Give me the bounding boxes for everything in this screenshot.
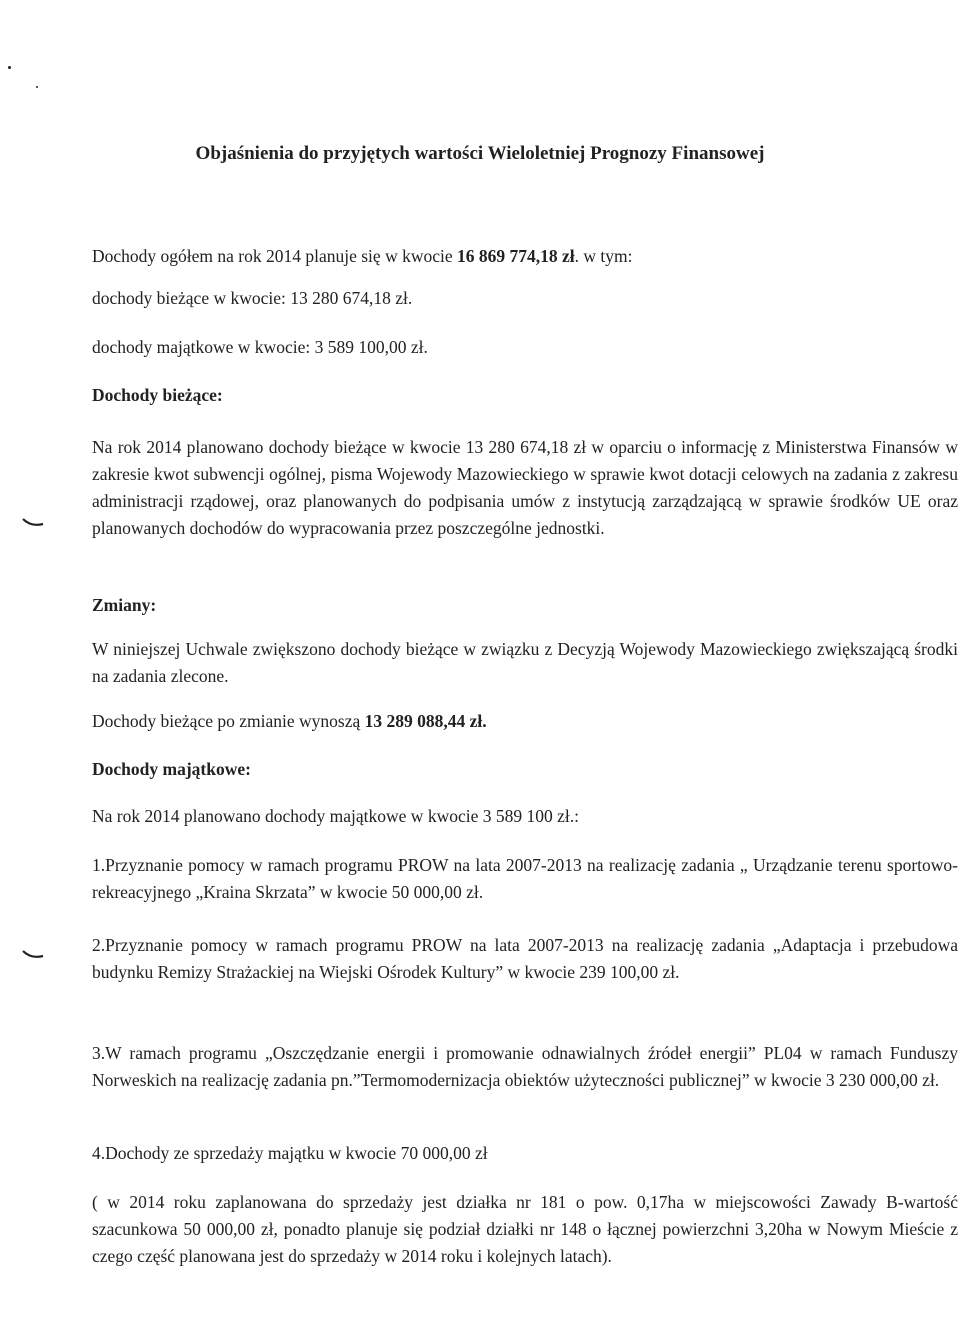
- property-income-intro: Na rok 2014 planowano dochody majątkowe w kwocie 3 589 100 zł.:: [92, 806, 579, 826]
- property-item-2: 2.Przyznanie pomocy w ramach programu PROW na lata 2007-2013 na realizację zadania „Adaptacja i przebudowa budynku Remizy Strażackiej na Wiejski Ośrodek Kultury” w kwocie 239 100,00 zł.: [92, 935, 958, 982]
- document-title: Objaśnienia do przyjętych wartości Wieloletniej Prognozy Finansowej: [195, 143, 765, 164]
- total-income-prefix: Dochody ogółem na rok 2014 planuje się w kwocie: [92, 246, 457, 266]
- total-income-line: [92, 243, 958, 270]
- binder-mark-icon: [22, 950, 44, 960]
- current-income-line: dochody bieżące w kwocie: 13 280 674,18 zł.: [92, 288, 413, 308]
- current-income-paragraph: Na rok 2014 planowano dochody bieżące w kwocie 13 280 674,18 zł w oparciu o informację z Ministerstwa Finansów w zakresie kwot subwencji ogólnej, pisma Wojewody Mazowieckiego w sprawie kwot dotacji celowych na zadania z zakresu administracji rządowej, oraz planowanych do podpisania umów z instytucją zarządzającą w sprawie środków UE oraz planowanych dochodów do wypracowania przez poszczególne jednostki.: [92, 437, 958, 538]
- property-income-heading: Dochody majątkowe:: [92, 759, 251, 779]
- property-item-4: 4.Dochody ze sprzedaży majątku w kwocie 70 000,00 zł: [92, 1143, 488, 1163]
- scan-speck: [36, 86, 38, 88]
- scan-speck: [8, 66, 11, 69]
- total-income-suffix: . w tym:: [574, 246, 633, 266]
- total-income-value: 16 869 774,18 zł: [457, 246, 575, 266]
- income-after-change-prefix: Dochody bieżące po zmianie wynoszą: [92, 711, 365, 731]
- current-income-heading: Dochody bieżące:: [92, 385, 223, 405]
- income-after-change-line: [92, 708, 958, 735]
- changes-heading: Zmiany:: [92, 595, 157, 615]
- property-item-1: 1.Przyznanie pomocy w ramach programu PROW na lata 2007-2013 na realizację zadania „ Urządzanie terenu sportowo-rekreacyjnego „Kraina Skrzata” w kwocie 50 000,00 zł.: [92, 855, 958, 902]
- income-after-change-value: 13 289 088,44 zł.: [364, 711, 487, 731]
- property-income-line: dochody majątkowe w kwocie: 3 589 100,00 zł.: [92, 337, 428, 357]
- property-item-3: 3.W ramach programu „Oszczędzanie energii i promowanie odnawialnych źródeł energii” PL04 w ramach Funduszy Norweskich na realizację zadania pn.”Termomodernizacja obiektów użyteczności publicznej” w kwocie 3 230 000,00 zł.: [92, 1043, 958, 1090]
- binder-mark-icon: [22, 518, 44, 528]
- changes-paragraph: W niniejszej Uchwale zwiększono dochody bieżące w związku z Decyzją Wojewody Mazowieckiego zwiększającą środki na zadania zlecone.: [92, 639, 958, 686]
- property-sale-note: ( w 2014 roku zaplanowana do sprzedaży jest działka nr 181 o pow. 0,17ha w miejscowości Zawady B-wartość szacunkowa 50 000,00 zł, ponadto planuje się podział działki nr 148 o łącznej powierzchni 3,20ha w Nowym Mieście z czego część planowana jest do sprzedaży w 2014 roku i kolejnych latach).: [92, 1192, 958, 1266]
